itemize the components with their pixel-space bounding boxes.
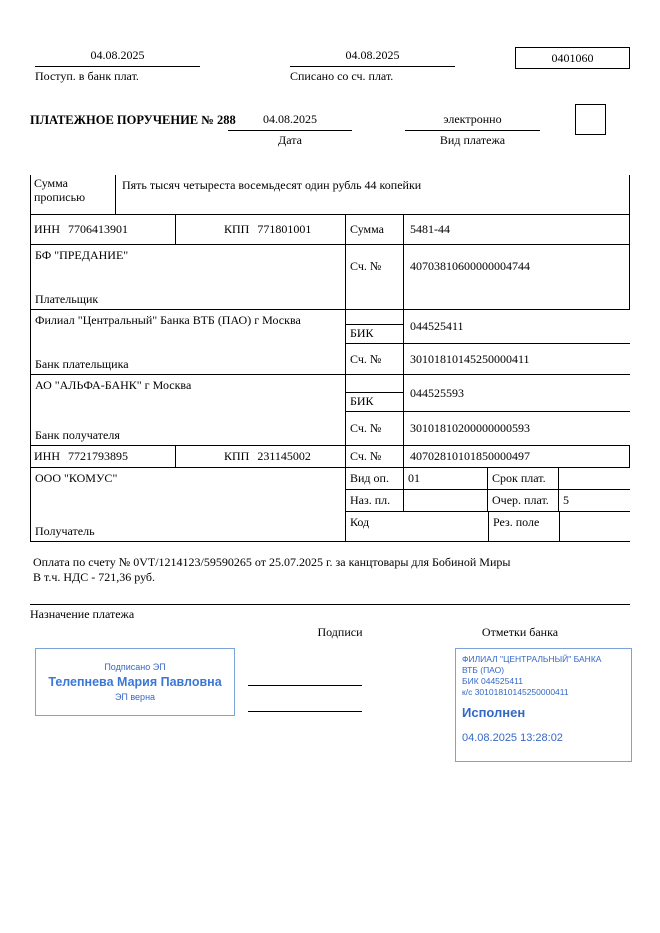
payee-section-label: Получатель: [35, 524, 95, 538]
signer-name: Телепнева Мария Павловна: [48, 675, 222, 689]
payee-bank-codes: [346, 375, 630, 445]
amount-value-cell: 5481-44: [404, 215, 630, 244]
payee-kpp-cell: [176, 446, 346, 467]
amount-label-cell: Сумма: [346, 215, 404, 244]
payer-kpp-cell: [176, 215, 346, 244]
purpose-line2: В т.ч. НДС - 721,36 руб.: [33, 570, 156, 584]
payer-bank-bik-value: 044525411: [410, 319, 464, 333]
signature-line-2: [248, 686, 362, 712]
payee-operation-grid: [346, 468, 630, 541]
signature-stamp-line1: Подписано ЭП: [104, 662, 166, 672]
srok-plat-value: [559, 468, 630, 489]
payer-bank-cell: [31, 310, 346, 374]
payer-kpp-value: 771801001: [257, 222, 312, 236]
amount-words-value: Пять тысяч четыреста восемьдесят один рубль 44 копейки: [116, 175, 630, 214]
payee-inn-row: [31, 446, 630, 468]
purpose-text: [30, 552, 630, 605]
naz-pl-value: [404, 490, 488, 511]
rez-pole-label: Рез. поле: [489, 512, 560, 541]
date-label: Дата: [278, 133, 302, 147]
debited-date-label: Списано со сч. плат.: [290, 69, 394, 83]
vid-op-row: [346, 468, 630, 490]
payee-row: [31, 468, 630, 542]
payer-inn-label: ИНН: [34, 222, 60, 236]
payment-kind-field: [405, 112, 540, 148]
payer-bank-bik-label-cell: [346, 310, 404, 343]
payer-bank-bik-row: [346, 310, 630, 344]
ocher-plat-label: Очер. плат.: [488, 490, 559, 511]
payee-inn-value: 7721793895: [68, 449, 128, 463]
srok-plat-label: Срок плат.: [488, 468, 559, 489]
bank-stamp-status: Исполнен: [462, 705, 526, 721]
received-date-field: [35, 48, 200, 84]
signature-line-1: [248, 660, 362, 686]
payer-name: БФ "ПРЕДАНИЕ": [35, 248, 129, 262]
signature-stamp-line2: ЭП верна: [114, 692, 156, 702]
debited-date-field: [290, 48, 455, 84]
payer-account-value: 40703810600000004744: [404, 245, 630, 309]
payee-bank-bik-value: 044525593: [410, 385, 464, 400]
naz-pl-row: [346, 490, 630, 512]
payer-bank-bik-label: БИК: [346, 324, 403, 343]
payee-inn-cell: [31, 446, 176, 467]
purpose-section: [30, 552, 630, 622]
payee-bank-section-label: Банк получателя: [35, 428, 120, 442]
doc-title: ПЛАТЕЖНОЕ ПОРУЧЕНИЕ № 288: [30, 113, 236, 127]
payment-kind-label: Вид платежа: [439, 133, 506, 147]
purpose-label: Назначение платежа: [30, 607, 135, 621]
payer-account-label: Сч. №: [346, 245, 404, 309]
payee-kpp-label: КПП: [224, 449, 250, 463]
amount-words-label: Сумма прописью: [31, 175, 116, 214]
payee-bank-cell: [31, 375, 346, 445]
payee-cell: [31, 468, 346, 541]
payee-account-value: 40702810101850000497: [404, 446, 630, 467]
payer-inn-row: [31, 215, 630, 245]
vid-op-label: Вид оп.: [346, 468, 404, 489]
ocher-plat-value: 5: [563, 493, 569, 507]
vid-op-value: 01: [404, 468, 488, 489]
e-signature-stamp: [35, 648, 235, 716]
payer-row: [31, 245, 630, 310]
payee-bank-bik-row: [346, 375, 630, 412]
payer-section-label: Плательщик: [35, 292, 99, 306]
bank-stamp-datetime: 04.08.2025 13:28:02: [462, 732, 563, 745]
payment-type-checkbox: [575, 104, 606, 135]
payer-kpp-label: КПП: [224, 222, 250, 236]
kod-label: Код: [346, 512, 489, 541]
payer-bank-name: Филиал "Центральный" Банка ВТБ (ПАО) г Москва: [35, 313, 301, 327]
form-code-box: 0401060: [515, 47, 630, 69]
payment-table: [30, 175, 630, 542]
payee-bank-account-value: 30101810200000000593: [410, 421, 530, 435]
payee-account-label: Сч. №: [346, 446, 404, 467]
payee-bank-account-label: Сч. №: [346, 412, 404, 445]
payer-inn-cell: [31, 215, 176, 244]
payee-bank-bik-label-cell: [346, 375, 404, 411]
bank-stamp-line4: к/с 30101810145250000411: [462, 687, 569, 698]
amount-words-row: [31, 175, 630, 215]
payment-kind-value: электронно: [405, 112, 540, 131]
payer-bank-section-label: Банк плательщика: [35, 357, 129, 371]
payer-bank-account-value: 30101810145250000411: [410, 351, 530, 366]
payer-bank-account-row: [346, 344, 630, 374]
payer-cell: [31, 245, 346, 309]
bank-stamp-line2: ВТБ (ПАО): [462, 665, 505, 676]
payee-bank-bik-label: БИК: [346, 392, 403, 411]
received-date-label: Поступ. в банк плат.: [35, 69, 139, 83]
debited-date-value: 04.08.2025: [290, 48, 455, 67]
signature-lines: [248, 660, 362, 712]
payer-inn-value: 7706413901: [68, 222, 128, 236]
payee-bank-row: [31, 375, 630, 446]
payer-bank-account-label: Сч. №: [346, 344, 404, 374]
bank-stamp-line1: ФИЛИАЛ "ЦЕНТРАЛЬНЫЙ" БАНКА: [462, 654, 602, 664]
kod-row: [346, 512, 630, 541]
date-field: [228, 112, 352, 148]
bank-stamp-line3: БИК 044525411: [462, 676, 523, 687]
payee-bank-name: АО "АЛЬФА-БАНК" г Москва: [35, 378, 192, 392]
payee-inn-label: ИНН: [34, 449, 60, 463]
date-value: 04.08.2025: [228, 112, 352, 131]
payee-bank-account-row: [346, 412, 630, 445]
signatures-label: Подписи: [317, 625, 363, 639]
payer-bank-codes: [346, 310, 630, 374]
rez-pole-value: [560, 512, 630, 541]
payer-bank-row: [31, 310, 630, 375]
naz-pl-label: Наз. пл.: [346, 490, 404, 511]
payee-kpp-value: 231145002: [257, 449, 311, 463]
purpose-line1: Оплата по счету № 0VT/1214123/59590265 от 25.07.2025 г. за канцтовары для Бобиной Миры: [33, 555, 511, 569]
bank-marks-label: Отметки банка: [481, 625, 559, 639]
bank-executed-stamp: [455, 648, 632, 762]
payee-name: ООО "КОМУС": [35, 471, 118, 485]
received-date-value: 04.08.2025: [35, 48, 200, 67]
